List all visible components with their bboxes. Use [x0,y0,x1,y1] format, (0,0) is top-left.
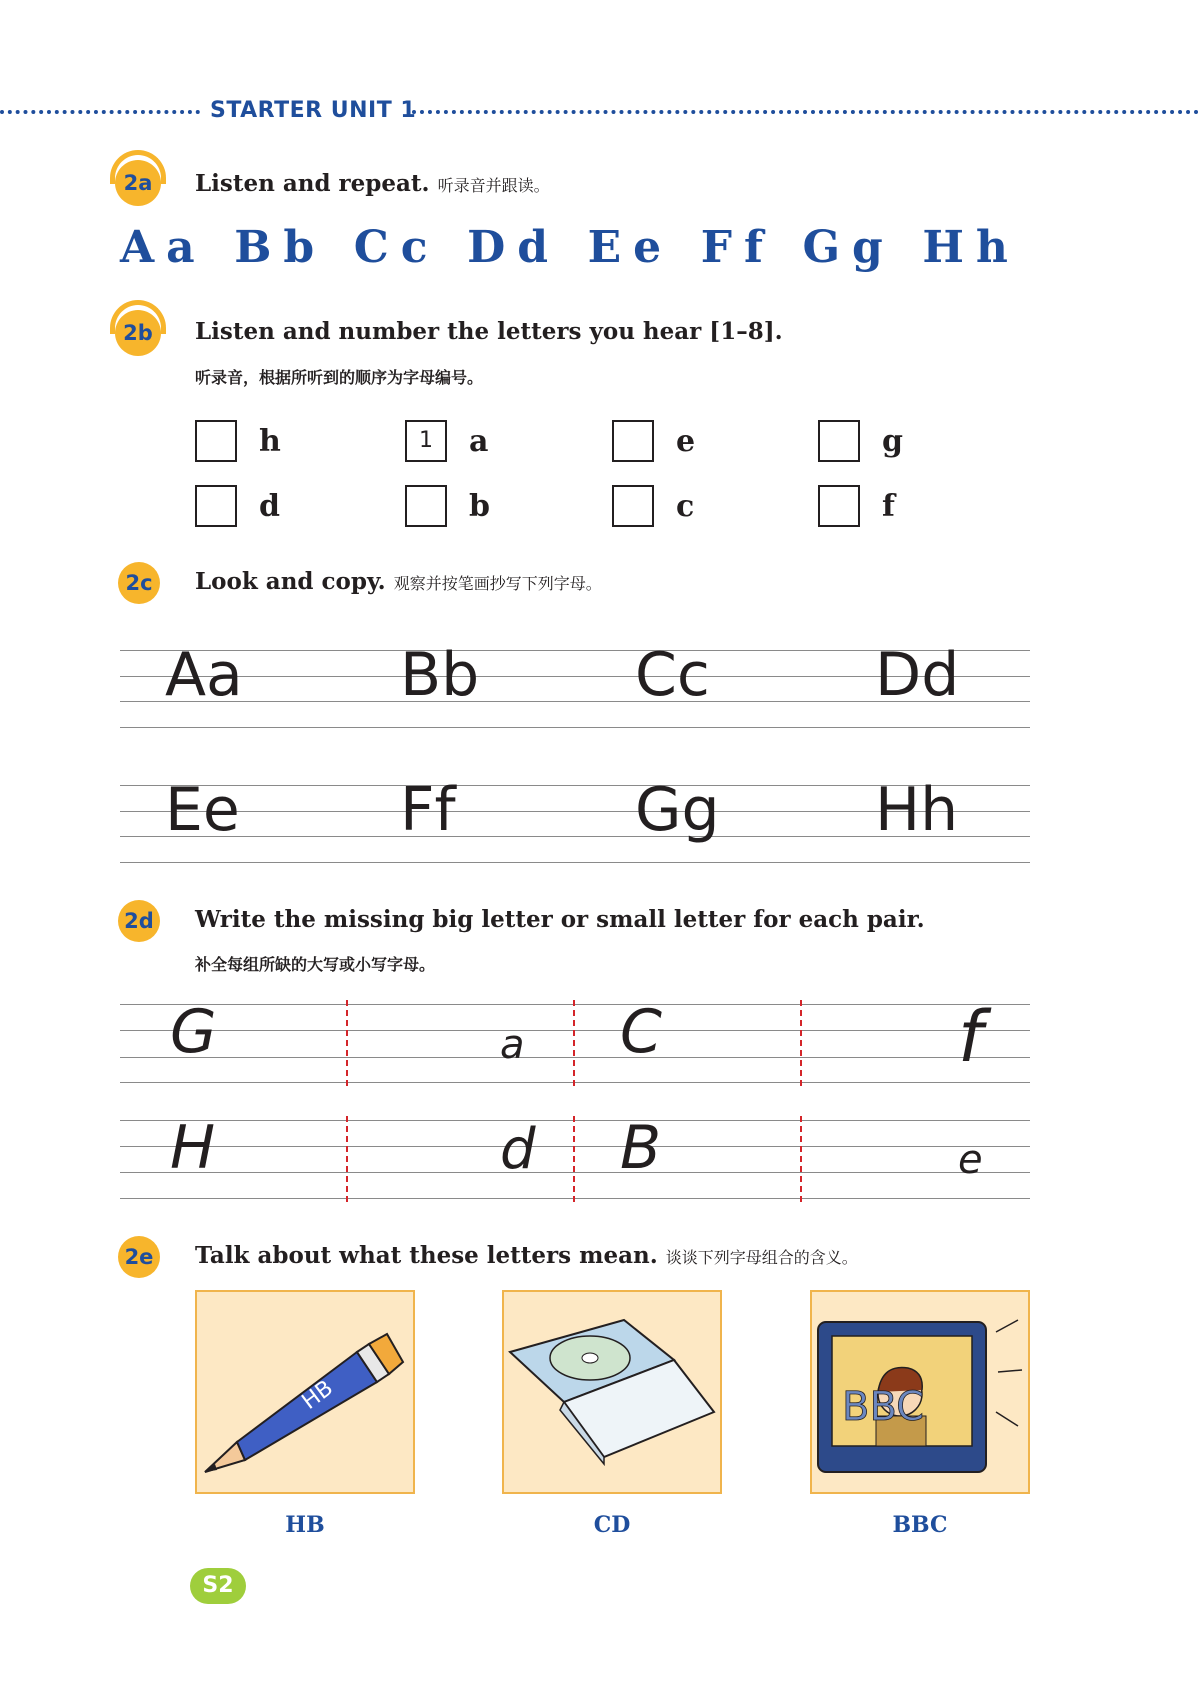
caption-bbc: BBC [892,1512,948,1538]
check-item [405,420,488,462]
pair-divider [800,1116,802,1202]
number-box[interactable] [818,420,860,462]
check-letter: b [469,488,490,524]
badge-2d: 2d [118,900,160,942]
badge-2c: 2c [118,562,160,604]
copy-letter-pair: Hh [875,775,959,845]
check-letter: c [676,488,695,524]
pair-divider [573,1116,575,1202]
caption-hb: HB [285,1512,325,1538]
check-item [405,485,490,527]
check-item [195,420,281,462]
check-item [818,485,895,527]
number-box[interactable] [612,420,654,462]
picture-cd [502,1290,722,1494]
pair-divider [800,1000,802,1086]
big-letter-pair: Ff [700,222,775,273]
copy-letter-pair: Cc [635,640,710,710]
number-box[interactable] [405,485,447,527]
ruled-line [120,727,1030,728]
given-letter: e [958,1137,983,1183]
check-letter: g [882,423,903,459]
header-dots-left [0,110,200,114]
tv-icon [812,1292,1028,1492]
number-box[interactable]: 1 [405,420,447,462]
given-letter: B [620,1113,662,1183]
pair-divider [346,1116,348,1202]
given-letter: d [500,1117,536,1182]
ruled-line [120,1120,1030,1121]
copy-letter-pair: Dd [875,640,960,710]
big-letter-pair: Dd [467,222,561,273]
pair-divider [573,1000,575,1086]
instruction-2a-en: Listen and repeat. [195,170,430,197]
check-letter: a [469,423,489,459]
header-dots-right [412,110,1199,114]
instruction-2a-cn: 听录音并跟读。 [437,176,550,195]
ruled-line [120,1082,1030,1083]
pair-divider [346,1000,348,1086]
ruled-line [120,1057,1030,1058]
check-item [195,485,280,527]
copy-letter-pair: Ee [165,775,240,845]
page-number: S2 [190,1568,246,1604]
instruction-2a [195,170,550,197]
big-letter-pair: Ee [587,222,674,273]
given-letter: a [500,1022,525,1068]
instruction-2e [195,1242,858,1269]
tv-print: BBC [842,1384,925,1430]
number-box[interactable] [818,485,860,527]
instruction-2c [195,568,602,595]
picture-hb [195,1290,415,1494]
ruled-line [120,862,1030,863]
check-letter: h [259,423,281,459]
big-letter-pair: Hh [922,222,1020,273]
big-letter-pair: Gg [802,222,895,273]
copy-letter-pair: Ff [400,775,456,845]
badge-2b: 2b [115,310,161,356]
badge-2e: 2e [118,1236,160,1278]
copy-letter-pair: Bb [400,640,480,710]
copy-letter-pair: Gg [635,775,720,845]
instruction-2c-cn: 观察并按笔画抄写下列字母。 [393,574,602,593]
number-box[interactable] [195,420,237,462]
given-letter: H [170,1113,216,1183]
check-letter: e [676,423,696,459]
caption-cd: CD [593,1512,631,1538]
check-item [818,420,903,462]
ruled-line [120,1146,1030,1147]
ruled-line [120,1172,1030,1173]
instruction-2e-cn: 谈谈下列字母组合的含义。 [665,1248,858,1267]
ruled-line [120,1030,1030,1031]
cd-icon [504,1292,720,1492]
ruled-line [120,1198,1030,1199]
check-item [612,485,694,527]
badge-2a: 2a [115,160,161,206]
instruction-2b-cn: 听录音，根据所听到的顺序为字母编号。 [195,368,484,387]
pencil-print: HB [297,1375,338,1415]
instruction-2c-en: Look and copy. [195,568,386,595]
number-box[interactable] [612,485,654,527]
picture-bbc [810,1290,1030,1494]
instruction-2e-en: Talk about what these letters mean. [195,1242,658,1269]
big-letter-pair: Cc [353,222,440,273]
copy-letter-pair: Aa [165,640,243,710]
big-letter-pair: Aa [120,222,207,273]
instruction-2b-en: Listen and number the letters you hear [1–8]. [195,318,783,345]
check-letter: d [259,488,280,524]
instruction-2d-cn: 补全每组所缺的大写或小写字母。 [195,955,436,974]
check-letter: f [882,488,895,524]
number-box[interactable] [195,485,237,527]
big-letter-pair: Bb [234,222,327,273]
big-letters-row [120,222,1020,273]
check-item [612,420,695,462]
given-letter: f [958,996,983,1078]
instruction-2d-en: Write the missing big letter or small letter for each pair. [195,906,925,933]
pencil-icon [197,1292,413,1492]
given-letter: G [170,997,217,1067]
given-letter: C [620,997,662,1067]
ruled-line [120,1004,1030,1005]
unit-title: STARTER UNIT 1 [210,98,417,123]
